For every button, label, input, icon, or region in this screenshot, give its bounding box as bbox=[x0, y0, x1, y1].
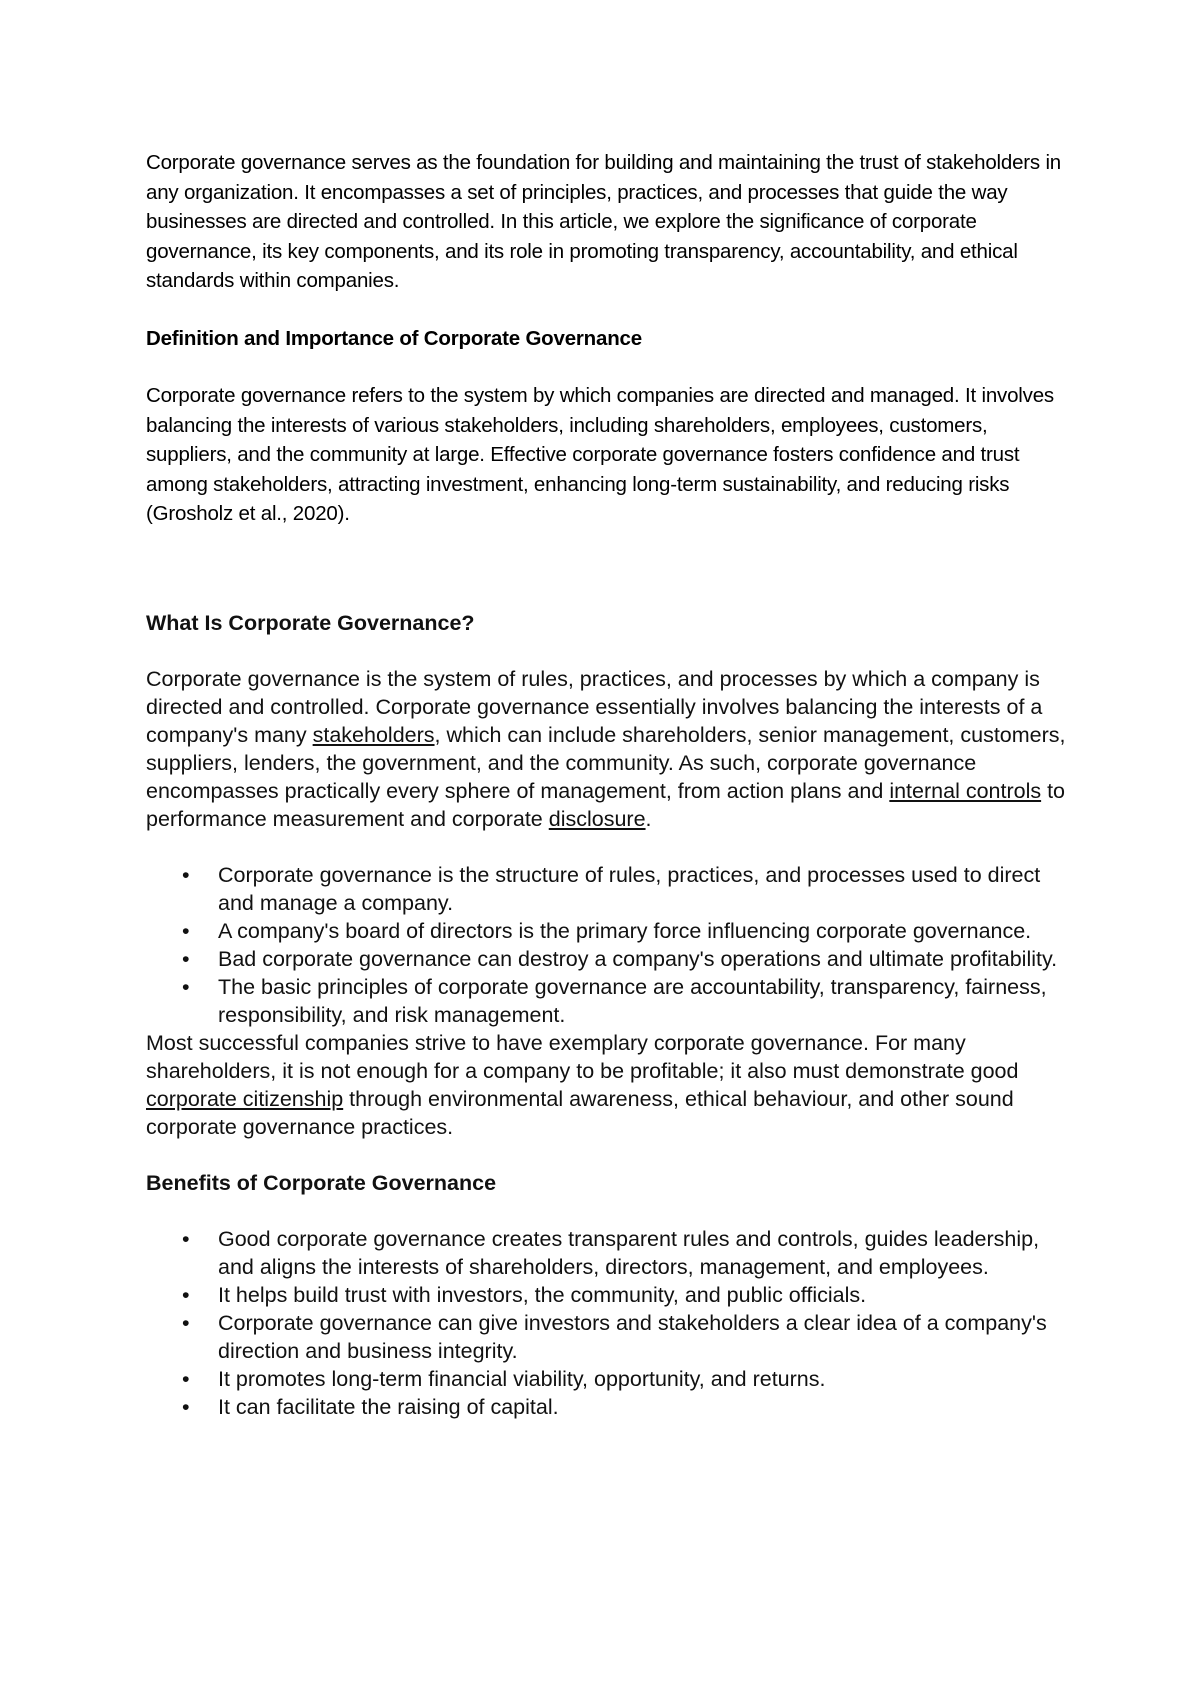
benefits-list bbox=[146, 1225, 1066, 1421]
list-item: • Corporate governance is the structure of rules, practices, and processes used to direct and manage a company. bbox=[218, 861, 1066, 917]
internal-controls-link[interactable]: internal controls bbox=[889, 778, 1042, 803]
text-run: through environmental awareness, ethical behaviour, and other sound corporate governance practices. bbox=[146, 1086, 1014, 1139]
list-item: • The basic principles of corporate governance are accountability, transparency, fairness, responsibility, and risk management. bbox=[218, 973, 1066, 1029]
list-item: • It can facilitate the raising of capital. bbox=[218, 1393, 1066, 1421]
list-item: • It helps build trust with investors, the community, and public officials. bbox=[218, 1281, 1066, 1309]
disclosure-link[interactable]: disclosure bbox=[548, 806, 646, 831]
list-item: • Bad corporate governance can destroy a company's operations and ultimate profitability. bbox=[218, 945, 1066, 973]
intro-paragraph: Corporate governance serves as the foundation for building and maintaining the trust of stakeholders in any organization. It encompasses a set of principles, practices, and processes that guide the way businesses are directed and controlled. In this article, we explore the significance of corporate governance, its key components, and its role in promoting transparency, accountability, and ethical standards within companies. bbox=[146, 151, 1062, 292]
document-page bbox=[146, 148, 1066, 1421]
what-is-heading: What Is Corporate Governance? bbox=[146, 610, 475, 635]
stakeholders-link[interactable]: stakeholders bbox=[312, 722, 435, 747]
text-run: . bbox=[645, 806, 652, 831]
text-run: Most successful companies strive to have exemplary corporate governance. For many shareholders, it is not enough for a company to be profitable; it also must demonstrate good bbox=[146, 1030, 1019, 1083]
text-run: Corporate governance is the system of rules, practices, and processes by which a company is directed and controlled. Corporate governance essentially involves balancing the interests of a company's many bbox=[146, 666, 1043, 747]
list-item: • Corporate governance can give investors and stakeholders a clear idea of a company's direction and business integrity. bbox=[218, 1309, 1066, 1365]
list-item: • Good corporate governance creates transparent rules and controls, guides leadership, and aligns the interests of shareholders, directors, management, and employees. bbox=[218, 1225, 1066, 1281]
list-item: • It promotes long-term financial viability, opportunity, and returns. bbox=[218, 1365, 1066, 1393]
successful-companies-paragraph bbox=[146, 1029, 1066, 1141]
what-is-paragraph bbox=[146, 665, 1066, 833]
corporate-citizenship-link[interactable]: corporate citizenship bbox=[146, 1086, 344, 1111]
key-takeaways-list bbox=[146, 861, 1066, 1029]
definition-heading: Definition and Importance of Corporate Governance bbox=[146, 326, 642, 350]
text-run: , which can include shareholders, senior management, customers, suppliers, lenders, the government, and the community. As such, corporate governance encompasses practically every sphere of management, from action plans and bbox=[146, 722, 1066, 803]
text-run: to performance measurement and corporate bbox=[146, 778, 1066, 831]
definition-paragraph: Corporate governance refers to the system by which companies are directed and managed. It involves balancing the interests of various stakeholders, including shareholders, employees, customers, suppliers, and the community at large. Effective corporate governance fosters confidence and trust among stakeholders, attracting investment, enhancing long-term sustainability, and reducing risks (Grosholz et al., 2020). bbox=[146, 384, 1054, 525]
benefits-heading: Benefits of Corporate Governance bbox=[146, 1170, 497, 1195]
list-item: • A company's board of directors is the primary force influencing corporate governance. bbox=[218, 917, 1066, 945]
